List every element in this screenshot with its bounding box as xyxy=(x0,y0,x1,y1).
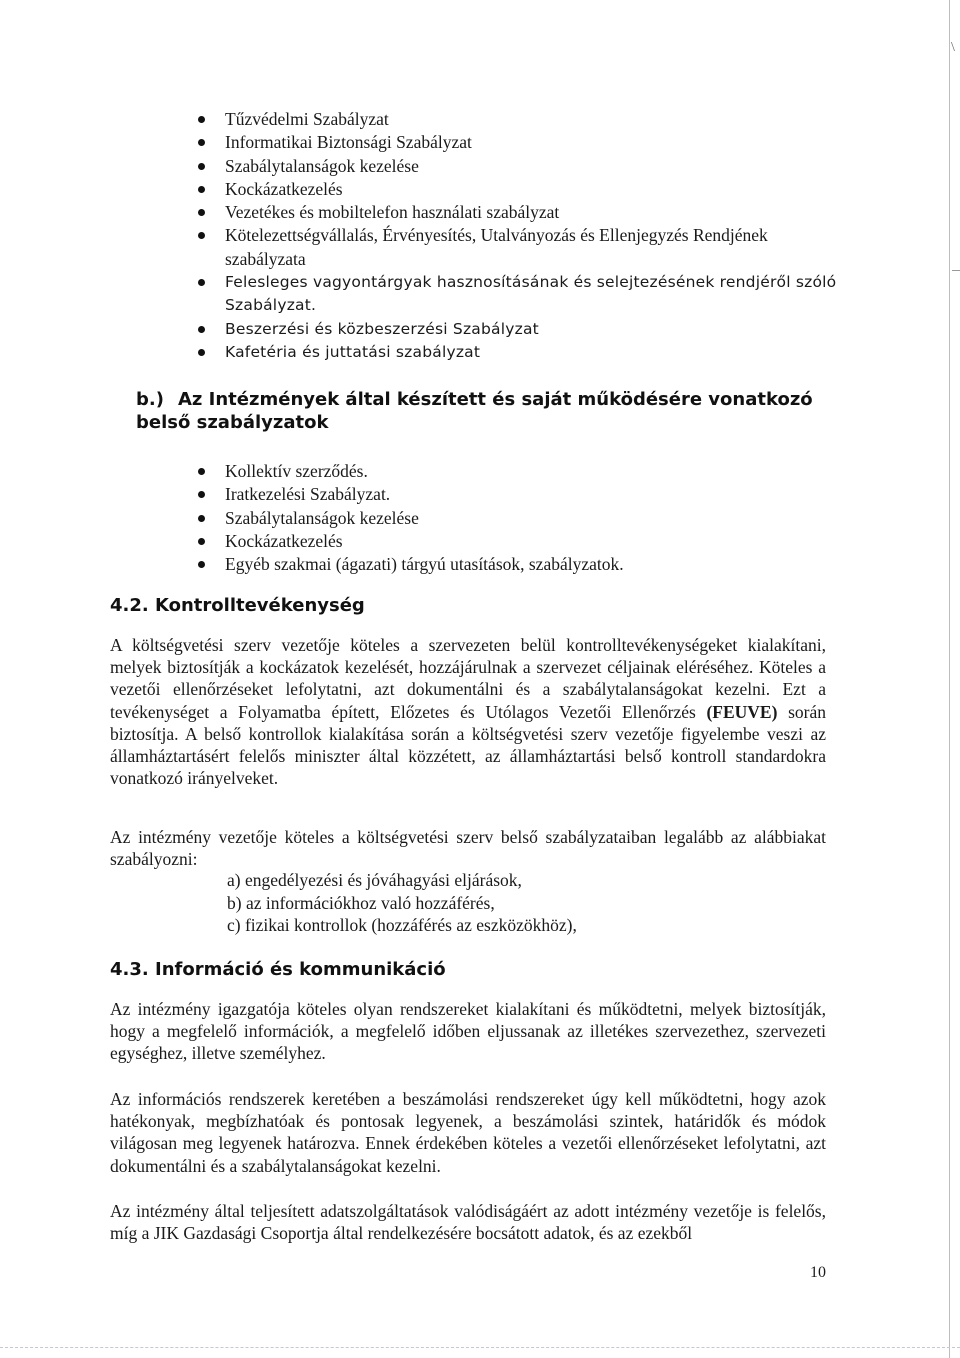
list-item: Szabálytalanságok kezelése xyxy=(198,507,848,530)
list-item: Felesleges vagyontárgyak hasznosításának és selejtezésének rendjéről szóló Szabályzat. xyxy=(198,271,848,318)
list-item: Egyéb szakmai (ágazati) tárgyú utasítások, szabályzatok. xyxy=(198,553,848,576)
list-item: Beszerzési és közbeszerzési Szabályzat xyxy=(198,318,848,341)
control-items-list xyxy=(227,869,577,937)
list-item: Vezetékes és mobiltelefon használati szabályzat xyxy=(198,201,848,224)
list-item: Kötelezettségvállalás, Érvényesítés, Utalványozás és Ellenjegyzés Rendjének szabályzata xyxy=(198,224,848,271)
paragraph-text: A költségvetési szerv vezetője köteles a szervezeten belül kontrolltevékenységeket kialakítani, melyek biztosítják a kockázatok kezelését, hozzájárulnak a szervezet céljainak eléréséhez. Köteles a vezetői ellenőrzéseket lefolytatni, azt dokumentálni és a szabálytalanságokat kezelni. Ezt a tevékenységet a Folyamatba épített, Előzetes és Utólagos Vezetői Ellenőrzés xyxy=(110,635,826,722)
list-item: Iratkezelési Szabályzat. xyxy=(198,483,848,506)
list-item: Kockázatkezelés xyxy=(198,530,848,553)
regulation-list-b xyxy=(198,460,848,576)
section-4-3-paragraph-1: Az intézmény igazgatója köteles olyan rendszereket kialakítani és működtetni, melyek biztosítják, hogy a megfelelő információk, a megfelelő időben eljussanak az illetékes szervezethez, szervezeti egységhez, illetve személyhez. xyxy=(110,999,826,1064)
section-4-3-paragraph-2: Az információs rendszerek keretében a beszámolási rendszereket úgy kell működtetni, hogy azok hatékonyak, megbízhatóak és pontosak legyenek, a beszámolási szintek, határidők és módok világosan meg legyenek határozva. Ennek érdekében köteles a vezetői ellenőrzéseket lefolytatni, azt dokumentálni és a szabálytalanságokat kezelni. xyxy=(110,1089,826,1176)
section-4-2-paragraph-2: Az intézmény vezetője köteles a költségvetési szerv belső szabályzataiban legalább az alábbiakat szabályozni: xyxy=(110,827,826,870)
section-b-heading xyxy=(136,388,836,434)
section-4-2-heading: 4.2. Kontrolltevékenység xyxy=(110,595,365,616)
list-item: Informatikai Biztonsági Szabályzat xyxy=(198,131,848,154)
list-item: Kollektív szerződés. xyxy=(198,460,848,483)
section-4-3-paragraph-3: Az intézmény által teljesített adatszolgáltatások valódiságáért az adott intézmény vezetője is felelős, míg a JIK Gazdasági Csoportja által rendelkezésére bocsátott adatok, és az ezekből xyxy=(110,1201,826,1244)
scan-edge-line xyxy=(949,0,950,1358)
list-item: Szabálytalanságok kezelése xyxy=(198,155,848,178)
scan-bottom-edge xyxy=(0,1347,960,1349)
section-4-3-heading: 4.3. Információ és kommunikáció xyxy=(110,959,446,980)
control-item: b) az információkhoz való hozzáférés, xyxy=(227,892,495,913)
scan-edge-mark: \ xyxy=(951,40,955,55)
list-item: Tűzvédelmi Szabályzat xyxy=(198,108,848,131)
section-4-2-paragraph-1 xyxy=(110,634,826,789)
section-b-title: Az Intézmények által készített és saját működésére vonatkozó belső szabályzatok xyxy=(136,389,813,433)
control-item: a) engedélyezési és jóváhagyási eljárások, xyxy=(227,870,522,890)
feuve-bold: (FEUVE) xyxy=(706,701,778,722)
paragraph-text: során biztosítja. A belső kontrollok kialakítása során a költségvetési szerv vezetője figyelembe veszi az államháztartásért felelős miniszter által közzétett, az államháztartási belső kontroll standardokra vonatkozó irányelveket. xyxy=(110,701,826,789)
page-number: 10 xyxy=(810,1264,826,1281)
control-item: c) fizikai kontrollok (hozzáférés az eszközökhöz), xyxy=(227,915,577,935)
scan-edge-tick xyxy=(952,270,960,271)
list-item: Kockázatkezelés xyxy=(198,178,848,201)
list-item: Kafetéria és juttatási szabályzat xyxy=(198,341,848,364)
section-b-label: b.) xyxy=(136,389,164,410)
regulation-list-a xyxy=(198,108,848,364)
